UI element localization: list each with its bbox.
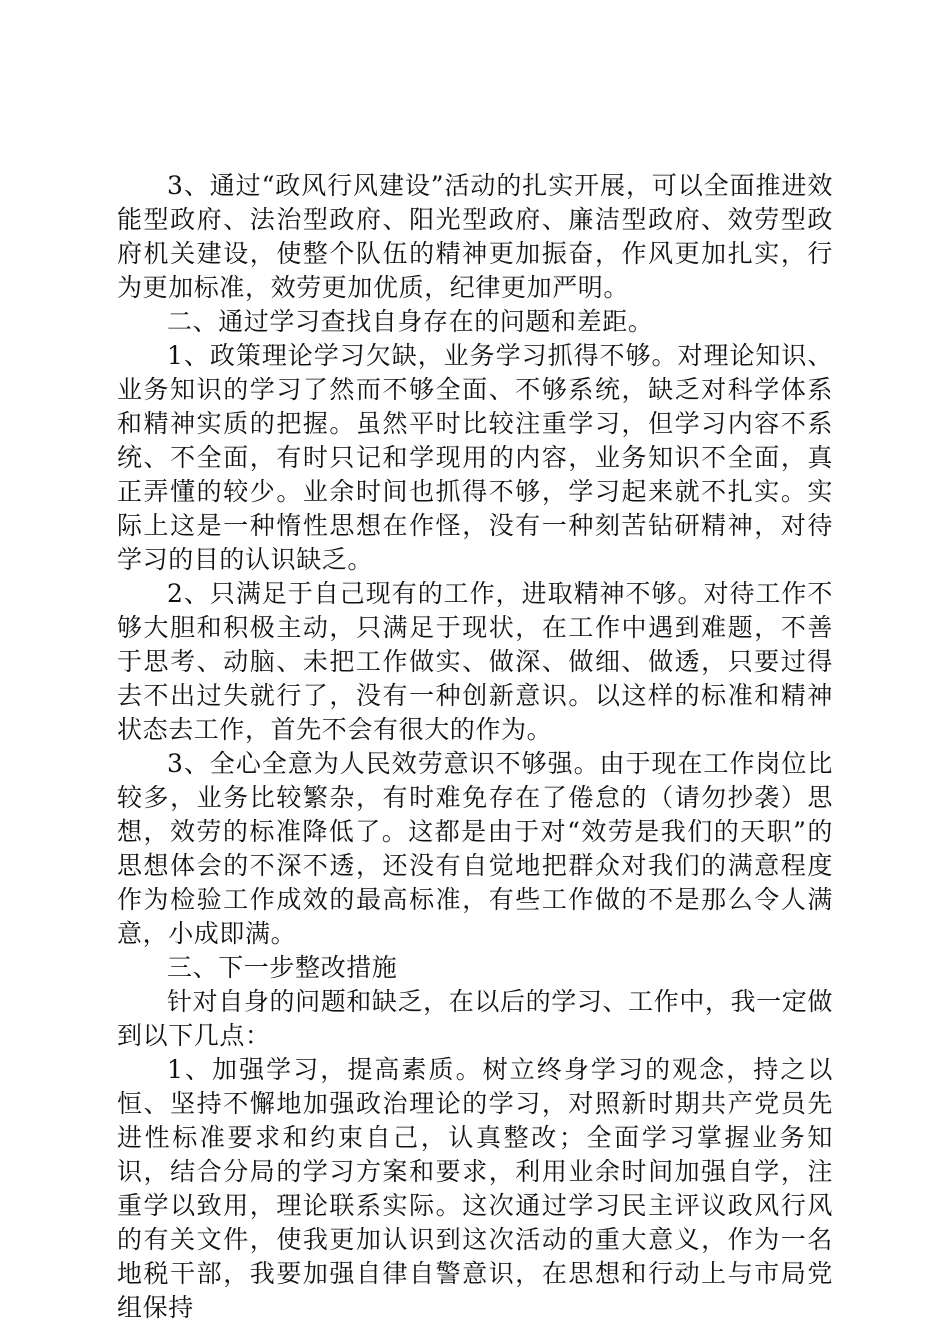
paragraph-item-3-conclusion: 3、通过“政风行风建设”活动的扎实开展，可以全面推进效能型政府、法治型政府、阳光型政府、廉洁型政府、效劳型政府机关建设，使整个队伍的精神更加振奋，作风更加扎实，行为更加标准，效劳更加优质，纪律更加严明。 (117, 171, 833, 302)
paragraph-problem-3: 3、全心全意为人民效劳意识不够强。由于现在工作岗位比较多，业务比较繁杂，有时难免存在了倦怠的（请勿抄袭）思想，效劳的标准降低了。这都是由于对“效劳是我们的天职”的思想体会的不深不透，还没有自觉地把群众对我们的满意程度作为检验工作成效的最高标准，有些工作做的不是那么令人满意，小成即满。 (117, 749, 833, 948)
paragraph-measure-1: 1、加强学习，提高素质。树立终身学习的观念，持之以恒、坚持不懈地加强政治理论的学习，对照新时期共产党员先进性标准要求和约束自己，认真整改；全面学习掌握业务知识，结合分局的学习方案和要求，利用业余时间加强自学，注重学以致用，理论联系实际。这次通过学习民主评议政风行风的有关文件，使我更加认识到这次活动的重大意义，作为一名地税干部，我要加强自律自警意识，在思想和行动上与市局党组保持 (117, 1055, 833, 1322)
paragraph-measures-intro: 针对自身的问题和缺乏，在以后的学习、工作中，我一定做到以下几点： (117, 987, 833, 1050)
paragraph-problem-2: 2、只满足于自己现有的工作，进取精神不够。对待工作不够大胆和积极主动，只满足于现状，在工作中遇到难题，不善于思考、动脑、未把工作做实、做深、做细、做透，只要过得去不出过失就行了，没有一种创新意识。以这样的标准和精神状态去工作，首先不会有很大的作为。 (117, 579, 833, 744)
section-heading-measures: 三、下一步整改措施 (167, 953, 398, 982)
section-heading-problems: 二、通过学习查找自身存在的问题和差距。 (167, 307, 654, 336)
paragraph-problem-1: 1、政策理论学习欠缺，业务学习抓得不够。对理论知识、业务知识的学习了然而不够全面、不够系统，缺乏对科学体系和精神实质的把握。虽然平时比较注重学习，但学习内容不系统、不全面，有时只记和学现用的内容，业务知识不全面，真正弄懂的较少。业余时间也抓得不够，学习起来就不扎实。实际上这是一种惰性思想在作怪，没有一种刻苦钻研精神，对待学习的目的认识缺乏。 (117, 341, 833, 574)
document-body (117, 169, 833, 1325)
